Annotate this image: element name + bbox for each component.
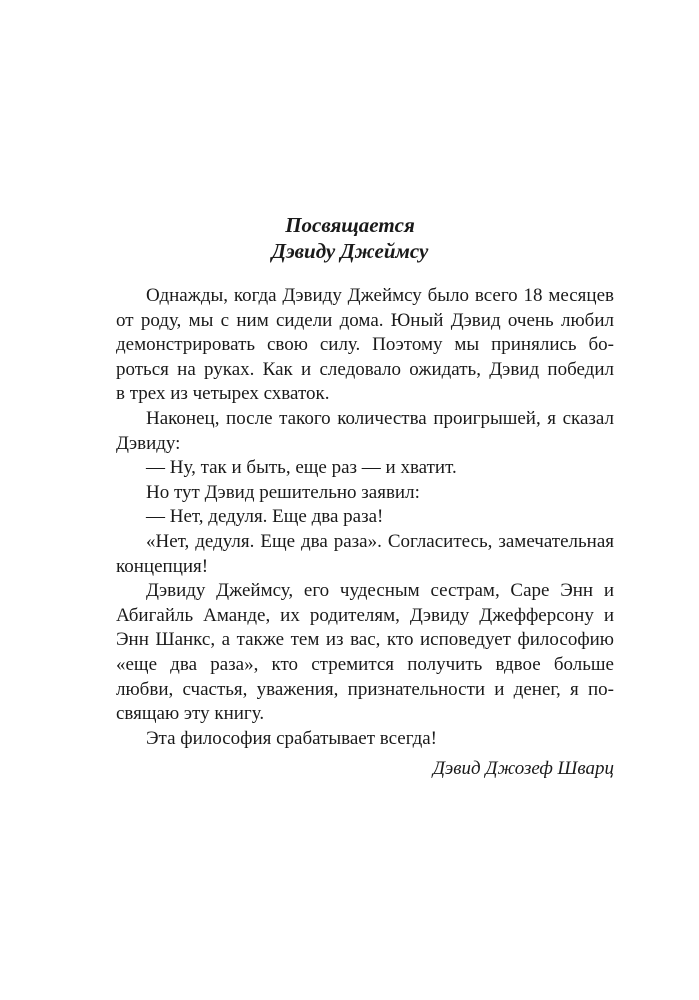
text-line: Наконец, после такого количества проигрышей, я сказал [146,407,614,429]
text-line: — Нет, дедуля. Еще два раза! [146,506,384,528]
paragraph-3 [86,456,614,481]
text-line: — Ну, так и быть, еще раз — и хватит. [146,457,457,479]
text-line: Но тут Дэвид решительно заявил: [146,481,420,503]
paragraph-7 [86,579,614,727]
author-signature: Дэвид Джозеф Шварц [432,758,614,780]
paragraph-8 [86,727,614,752]
dedication-title-line-2: Дэвиду Джеймсу [271,239,429,263]
text-line: роться на руках. Как и следовало ожидать, Дэвид победил [116,358,614,380]
text-line: Эта философия срабатывает всегда! [146,727,438,749]
paragraph-4 [86,481,614,506]
text-line: «еще два раза», кто стремится получить вдвое больше [116,653,614,675]
text-line: Дэвиду Джеймсу, его чудесным сестрам, Саре Энн и [146,580,614,602]
text-line: Абигайль Аманде, их родителям, Дэвиду Джефферсону и [116,604,614,626]
paragraph-5 [86,505,614,530]
dedication-page [86,212,614,782]
text-line: демонстрировать свою силу. Поэтому мы принялись бо- [116,334,614,356]
dedication-title [86,212,614,264]
dedication-title-line-1: Посвящается [285,213,415,237]
paragraph-1 [86,284,614,407]
text-line: Дэвиду: [116,432,181,454]
text-line: в трех из четырех схваток. [116,383,330,405]
text-line: свящаю эту книгу. [116,703,265,725]
text-line: «Нет, дедуля. Еще два раза». Согласитесь, замечательная [146,530,614,552]
paragraph-6 [86,530,614,579]
text-line: концепция! [116,555,209,577]
dedication-body [86,284,614,751]
text-line: от роду, мы с ним сидели дома. Юный Дэвид очень любил [116,309,614,331]
text-line: любви, счастья, уважения, признательности и денег, я по- [116,678,614,700]
paragraph-2 [86,407,614,456]
text-line: Однажды, когда Дэвиду Джеймсу было всего 18 месяцев [146,285,614,306]
text-line: Энн Шанкс, а также тем из вас, кто исповедует философию [116,629,614,651]
